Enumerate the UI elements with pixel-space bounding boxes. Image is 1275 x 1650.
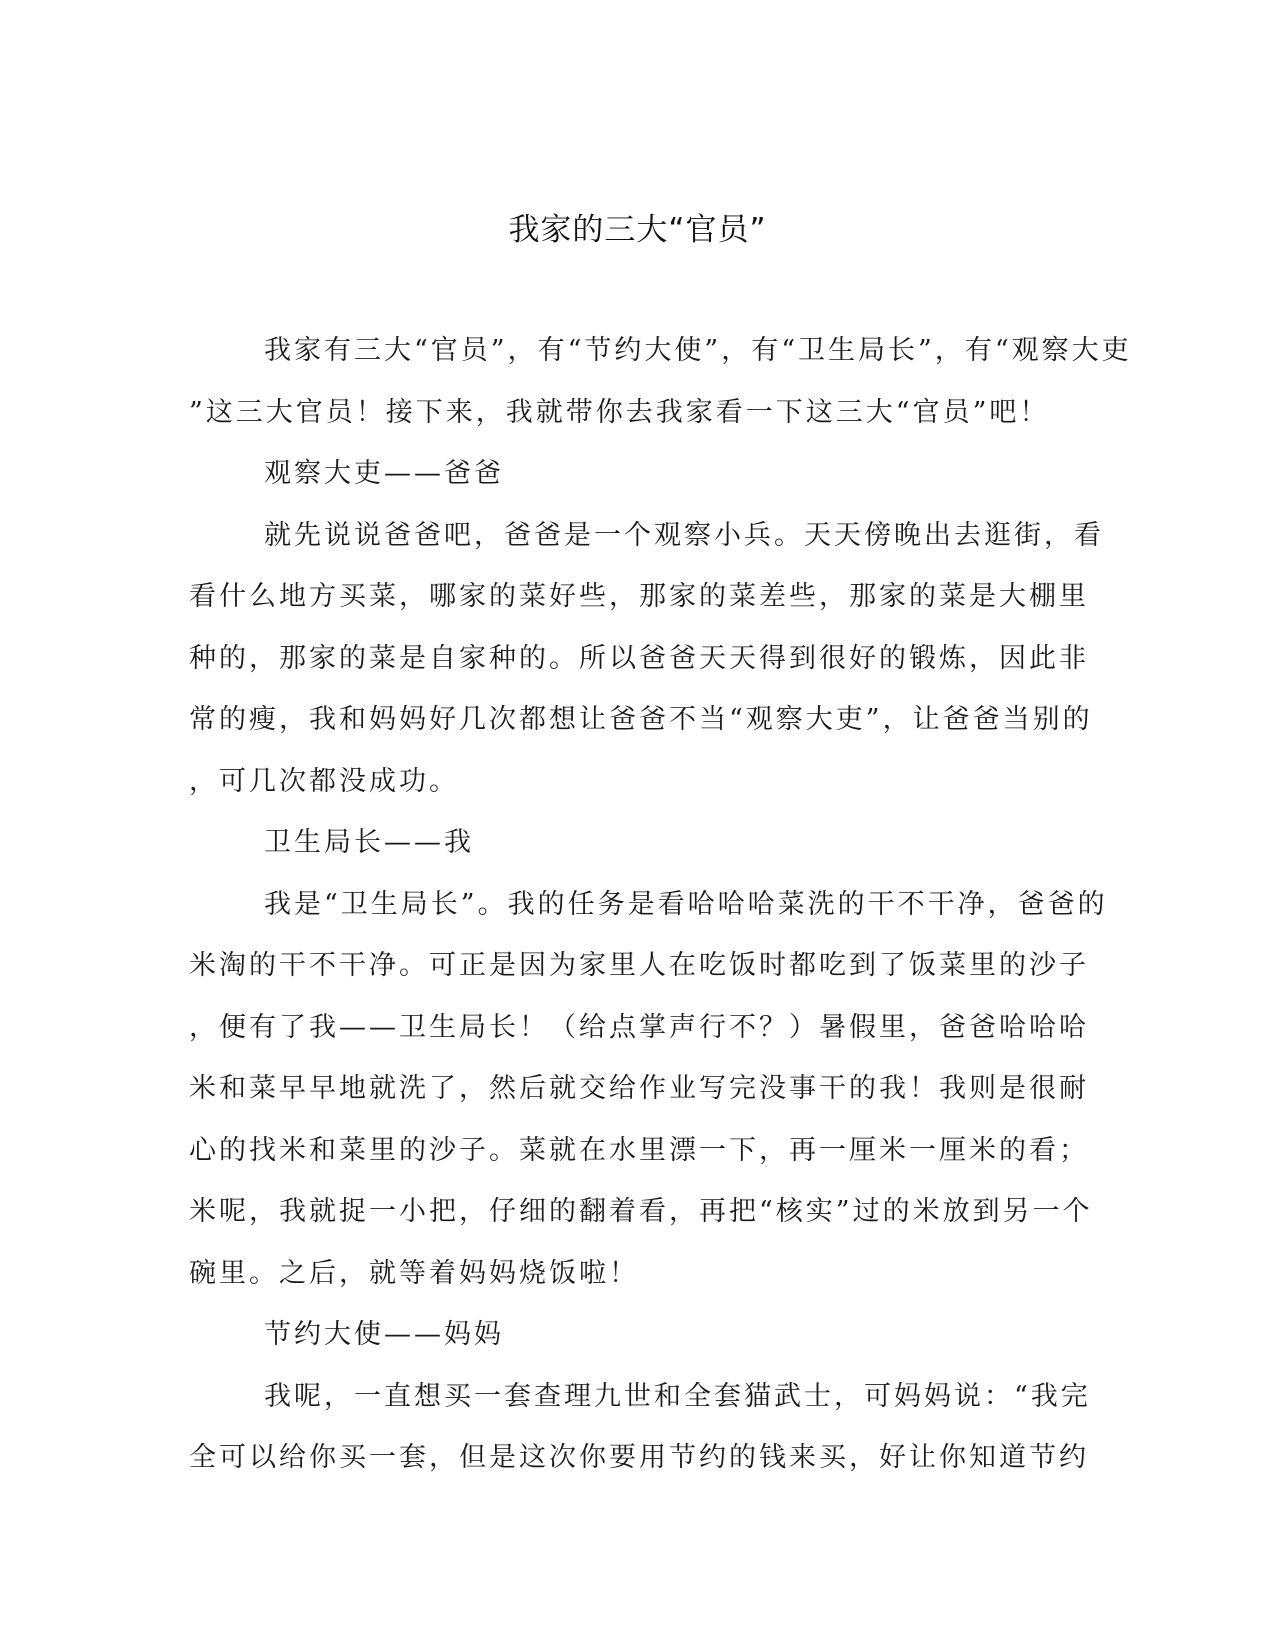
text-line: 我呢，一直想买一套查理九世和全套猫武士，可妈妈说：“我完 bbox=[264, 1380, 1091, 1412]
text-line: 米淘的干不干净。可正是因为家里人在吃饭时都吃到了饭菜里的沙子 bbox=[189, 950, 1089, 981]
text-line: 我家有三大“官员”，有“节约大使”，有“卫生局长”，有“观察大吏 bbox=[264, 335, 1132, 366]
text-line: ”这三大官员！接下来，我就带你去我家看一下这三大“官员”吧！ bbox=[189, 396, 1050, 428]
text-line: ，便有了我——卫生局长！（给点掌声行不？）暑假里，爸爸哈哈哈 bbox=[189, 1011, 1089, 1043]
text-line: 常的瘦，我和妈妈好几次都想让爸爸不当“观察大吏”，让爸爸当别的 bbox=[189, 704, 1093, 735]
text-line: 节约大使——妈妈 bbox=[264, 1319, 504, 1350]
text-line: 种的，那家的菜是自家种的。所以爸爸天天得到很好的锻炼，因此非 bbox=[189, 642, 1089, 674]
text-line: 观察大吏——爸爸 bbox=[264, 458, 504, 489]
text-line: ，可几次都没成功。 bbox=[189, 765, 459, 797]
text-line: 心的找米和菜里的沙子。菜就在水里漂一下，再一厘米一厘米的看； bbox=[189, 1134, 1089, 1166]
text-line: 米和菜早早地就洗了，然后就交给作业写完没事干的我！我则是很耐 bbox=[189, 1073, 1089, 1104]
text-line: 碗里。之后，就等着妈妈烧饭啦！ bbox=[189, 1257, 639, 1289]
text-line: 我是“卫生局长”。我的任务是看哈哈哈菜洗的干不干净，爸爸的 bbox=[264, 888, 1108, 920]
text-line: 全可以给你买一套，但是这次你要用节约的钱来买，好让你知道节约 bbox=[189, 1442, 1089, 1473]
text-line: 看什么地方买菜，哪家的菜好些，那家的菜差些，那家的菜是大棚里 bbox=[189, 581, 1089, 612]
document-title: 我家的三大“官员” bbox=[508, 212, 767, 248]
text-line: 就先说说爸爸吧，爸爸是一个观察小兵。天天傍晚出去逛街，看 bbox=[264, 519, 1104, 551]
text-line: 米呢，我就捉一小把，仔细的翻着看，再把“核实”过的米放到另一个 bbox=[189, 1196, 1093, 1227]
document-body bbox=[189, 320, 1132, 1489]
text-line: 卫生局长——我 bbox=[264, 827, 474, 858]
